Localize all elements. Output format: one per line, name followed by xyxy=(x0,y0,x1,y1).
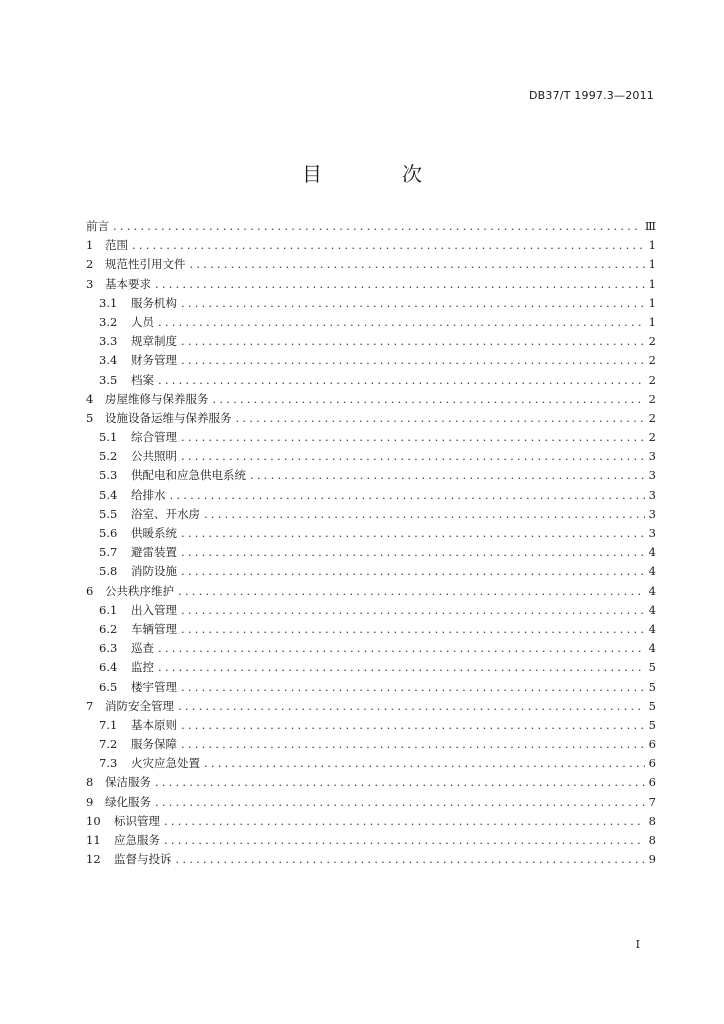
standard-code: DB37/T 1997.3—2011 xyxy=(528,89,654,102)
toc-entry[interactable] xyxy=(86,755,656,774)
toc-entry-page: 5 xyxy=(648,698,656,713)
toc-entry[interactable] xyxy=(86,487,656,506)
toc-leader-dots xyxy=(158,660,645,674)
toc-entry-number: 9 xyxy=(86,794,94,809)
toc-entry-label: 房屋维修与保养服务 xyxy=(105,391,209,406)
toc-entry-page: 4 xyxy=(648,564,656,579)
toc-entry-page: 8 xyxy=(648,833,656,847)
toc-entry-label: 档案 xyxy=(131,372,154,387)
toc-entry-label: 应急服务 xyxy=(114,833,160,847)
toc-entry-label: 基本原则 xyxy=(131,717,177,732)
toc-entry-label: 给排水 xyxy=(131,487,166,502)
toc-entry-label: 保洁服务 xyxy=(105,775,151,790)
toc-entry-number: 7.2 xyxy=(99,737,118,752)
toc-leader-dots xyxy=(181,296,645,310)
toc-entry-label: 出入管理 xyxy=(131,602,177,617)
toc-entry-page: 6 xyxy=(648,775,656,790)
toc-entry-label: 综合管理 xyxy=(131,430,177,445)
toc-leader-dots xyxy=(176,852,645,866)
toc-entry[interactable] xyxy=(86,851,656,870)
toc-entry[interactable] xyxy=(86,774,656,793)
toc-leader-dots xyxy=(155,277,645,291)
toc-entry-page: 2 xyxy=(648,334,656,349)
toc-entry-number: 3.5 xyxy=(99,372,118,387)
toc-entry[interactable] xyxy=(86,736,656,755)
toc-entry-page: 6 xyxy=(648,737,656,752)
toc-entry-page: 2 xyxy=(648,410,656,425)
toc-entry-page: 4 xyxy=(648,583,656,598)
toc-entry-page: 5 xyxy=(648,660,656,675)
toc-leader-dots xyxy=(181,353,645,367)
toc-leader-dots xyxy=(113,219,641,233)
toc-entry-label: 车辆管理 xyxy=(131,621,177,636)
toc-entry-label: 服务保障 xyxy=(131,737,177,752)
toc-entry[interactable] xyxy=(86,717,656,736)
toc-entry[interactable] xyxy=(86,429,656,448)
toc-entry-page: 2 xyxy=(648,372,656,387)
toc-leader-dots xyxy=(204,756,645,770)
toc-entry-label: 基本要求 xyxy=(105,276,151,291)
toc-entry-label: 消防安全管理 xyxy=(105,698,174,713)
toc-entry-number: 5.5 xyxy=(99,506,118,521)
toc-entry[interactable] xyxy=(86,583,656,602)
toc-leader-dots xyxy=(236,411,645,425)
toc-leader-dots xyxy=(170,488,645,502)
toc-entry-number: 3 xyxy=(86,276,94,291)
toc-entry-page: 4 xyxy=(648,641,656,656)
toc-leader-dots xyxy=(250,468,645,482)
toc-entry-page: 3 xyxy=(648,468,656,483)
toc-entry-page: 3 xyxy=(648,449,656,464)
toc-entry[interactable] xyxy=(86,698,656,717)
toc-entry-page: 3 xyxy=(648,487,656,502)
toc-entry[interactable] xyxy=(86,218,656,237)
toc-leader-dots xyxy=(181,718,645,732)
toc-entry-number: 3.1 xyxy=(99,295,118,310)
toc-entry-label: 监控 xyxy=(131,660,154,675)
toc-entry-number: 6.4 xyxy=(99,660,118,675)
toc-entry-label: 范围 xyxy=(105,238,128,253)
toc-entry-page: Ⅲ xyxy=(644,219,656,233)
toc-entry-label: 服务机构 xyxy=(131,295,177,310)
toc-entry-page: 1 xyxy=(648,314,656,329)
toc-entry-number: 6.1 xyxy=(99,602,118,617)
toc-entry-label: 避雷装置 xyxy=(131,545,177,560)
toc-entry-page: 2 xyxy=(648,430,656,445)
toc-entry[interactable] xyxy=(86,410,656,429)
toc-entry-label: 巡查 xyxy=(131,641,154,656)
toc-entry-page: 1 xyxy=(648,295,656,310)
toc-entry-number: 5.2 xyxy=(99,449,118,464)
toc-entry-page: 3 xyxy=(648,526,656,540)
toc-entry-label: 财务管理 xyxy=(131,353,177,368)
toc-entry-number: 12 xyxy=(86,852,101,867)
toc-entry-number: 6 xyxy=(86,583,94,598)
toc-entry-label: 规章制度 xyxy=(131,334,177,349)
toc-entry[interactable] xyxy=(86,506,656,525)
toc-leader-dots xyxy=(181,526,645,540)
toc-entry[interactable] xyxy=(86,256,656,275)
toc-entry-number: 4 xyxy=(86,391,94,406)
toc-entry-number: 5.8 xyxy=(99,564,118,579)
toc-entry-label: 监督与投诉 xyxy=(114,852,172,867)
toc-leader-dots xyxy=(181,334,645,348)
toc-entry-number: 3.4 xyxy=(99,353,118,368)
toc-leader-dots xyxy=(158,641,645,655)
toc-entry[interactable] xyxy=(86,563,656,582)
toc-entry-page: 3 xyxy=(648,506,656,521)
toc-entry-page: 4 xyxy=(648,602,656,617)
toc-entry-number: 7.1 xyxy=(99,717,118,732)
toc-entry-label: 绿化服务 xyxy=(105,794,151,809)
toc-entry-page: 5 xyxy=(648,717,656,732)
toc-entry-page: 1 xyxy=(648,257,656,272)
toc-entry[interactable] xyxy=(86,640,656,659)
toc-leader-dots xyxy=(181,430,645,444)
toc-entry[interactable] xyxy=(86,544,656,563)
toc-entry-number: 10 xyxy=(86,813,101,828)
toc-entry[interactable] xyxy=(86,372,656,391)
toc-entry-page: 9 xyxy=(648,852,656,867)
toc-entry-label: 消防设施 xyxy=(131,564,177,579)
toc-entry-number: 5 xyxy=(86,410,94,425)
toc-entry[interactable] xyxy=(86,832,656,851)
toc-entry-page: 1 xyxy=(648,238,656,253)
toc-entry-label: 设施设备运维与保养服务 xyxy=(105,410,232,425)
toc-entry[interactable] xyxy=(86,276,656,295)
toc-entry-label: 楼宇管理 xyxy=(131,679,177,694)
toc-leader-dots xyxy=(164,814,645,828)
toc-leader-dots xyxy=(181,564,645,578)
toc-entry-number: 6.5 xyxy=(99,679,118,694)
toc-entry-label: 浴室、开水房 xyxy=(131,506,200,521)
toc-entry-label: 供配电和应急供电系统 xyxy=(131,468,246,483)
toc-entry-page: 7 xyxy=(648,794,656,809)
toc-entry-number: 5.3 xyxy=(99,468,118,483)
toc-entry[interactable] xyxy=(86,621,656,640)
toc-leader-dots xyxy=(178,699,645,713)
toc-entry-number: 7.3 xyxy=(99,756,118,771)
toc-entry-label: 火灾应急处置 xyxy=(131,756,200,771)
toc-leader-dots xyxy=(181,449,645,463)
toc-entry-number: 6.2 xyxy=(99,621,118,636)
toc-entry[interactable] xyxy=(86,314,656,333)
toc-entry[interactable] xyxy=(86,467,656,486)
toc-entry-label: 前言 xyxy=(86,219,109,233)
toc-entry-number: 5.1 xyxy=(99,430,118,445)
toc-entry-page: 1 xyxy=(648,276,656,291)
toc-entry-label: 规范性引用文件 xyxy=(105,257,186,272)
page-title: 目 次 xyxy=(302,162,452,186)
toc-entry[interactable] xyxy=(86,352,656,371)
toc-entry-page: 5 xyxy=(648,679,656,694)
toc-entry[interactable] xyxy=(86,295,656,314)
toc-leader-dots xyxy=(155,795,645,809)
toc-entry[interactable] xyxy=(86,391,656,410)
toc-entry-label: 人员 xyxy=(131,314,154,329)
toc-entry-number: 2 xyxy=(86,257,94,272)
toc-entry-number: 7 xyxy=(86,698,94,713)
toc-entry-label: 供暖系统 xyxy=(131,526,177,540)
toc-leader-dots xyxy=(164,833,645,847)
toc-entry-number: 3.3 xyxy=(99,334,118,349)
toc-entry[interactable] xyxy=(86,333,656,352)
toc-entry[interactable] xyxy=(86,602,656,621)
toc-entry-page: 4 xyxy=(648,621,656,636)
toc-entry-number: 1 xyxy=(86,238,94,253)
toc-entry-label: 标识管理 xyxy=(114,813,160,828)
toc-leader-dots xyxy=(181,680,645,694)
toc-entry-number: 5.4 xyxy=(99,487,118,502)
toc-entry-label: 公共秩序维护 xyxy=(105,583,174,598)
toc-leader-dots xyxy=(158,373,645,387)
toc-leader-dots xyxy=(181,737,645,751)
toc-leader-dots xyxy=(181,545,645,559)
toc-leader-dots xyxy=(213,392,645,406)
toc-entry-number: 5.7 xyxy=(99,545,118,560)
toc-leader-dots xyxy=(132,238,645,252)
toc-entry-page: 2 xyxy=(648,391,656,406)
toc-leader-dots xyxy=(181,603,645,617)
page-number: I xyxy=(635,938,640,951)
toc-entry[interactable] xyxy=(86,794,656,813)
toc-entry-label: 公共照明 xyxy=(131,449,177,464)
toc-entry-page: 8 xyxy=(648,813,656,828)
toc-entry-number: 6.3 xyxy=(99,641,118,656)
toc-entry-page: 2 xyxy=(648,353,656,368)
toc-entry-number: 11 xyxy=(86,833,101,847)
toc-entry[interactable] xyxy=(86,237,656,256)
toc-leader-dots xyxy=(178,584,645,598)
toc-leader-dots xyxy=(190,257,645,271)
toc-entry[interactable] xyxy=(86,659,656,678)
table-of-contents xyxy=(86,218,656,870)
toc-entry-page: 4 xyxy=(648,545,656,560)
toc-leader-dots xyxy=(204,507,645,521)
toc-entry[interactable] xyxy=(86,525,656,544)
toc-entry-number: 8 xyxy=(86,775,94,790)
toc-leader-dots xyxy=(181,622,645,636)
toc-leader-dots xyxy=(158,315,645,329)
toc-entry-number: 3.2 xyxy=(99,314,118,329)
toc-entry-number: 5.6 xyxy=(99,526,118,540)
toc-entry-page: 6 xyxy=(648,756,656,771)
toc-leader-dots xyxy=(155,775,645,789)
toc-entry[interactable] xyxy=(86,679,656,698)
toc-entry[interactable] xyxy=(86,813,656,832)
toc-entry[interactable] xyxy=(86,448,656,467)
